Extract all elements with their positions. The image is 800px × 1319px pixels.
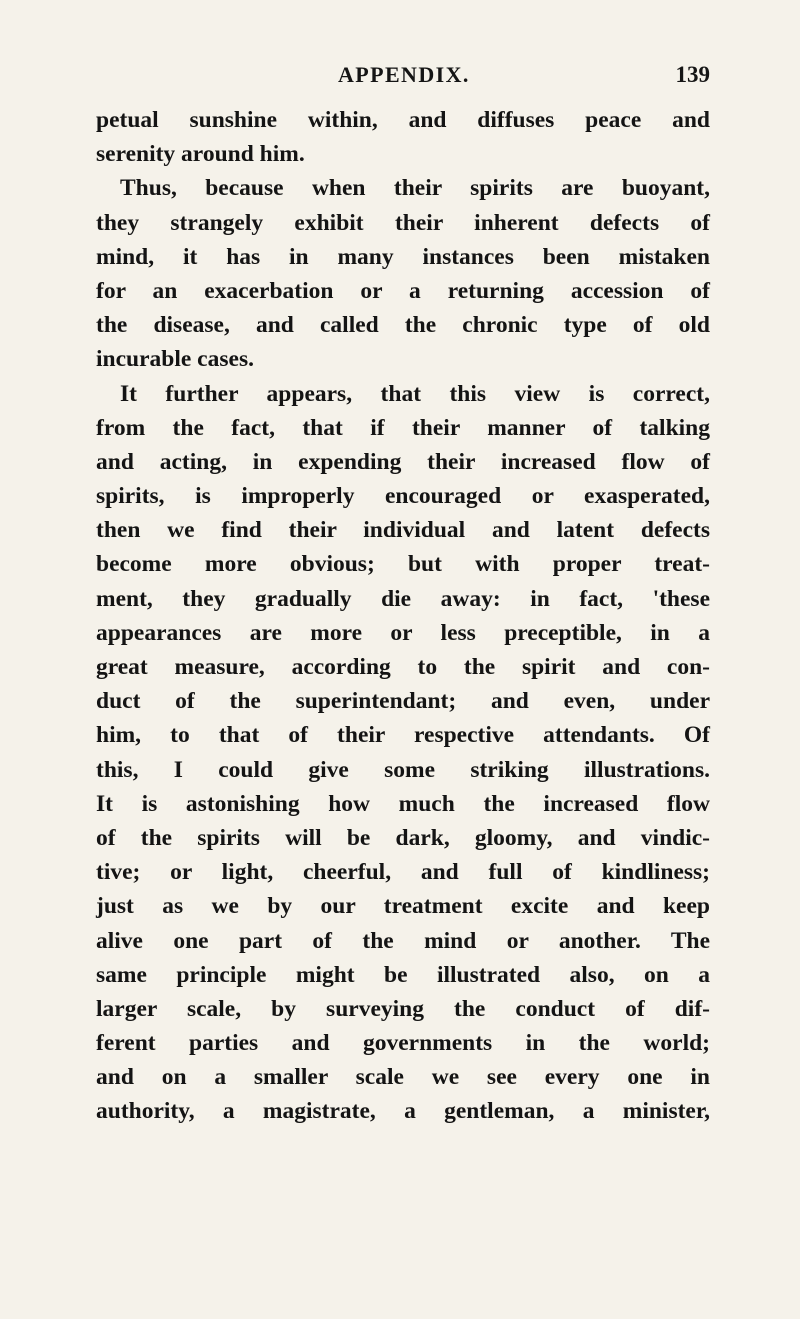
text-line: serenity around him. (96, 141, 305, 168)
text-line: It is astonishing how much the increased flow (96, 790, 710, 817)
text-line: same principle might be illustrated also, on a (96, 961, 710, 988)
text-line: It further appears, that this view is correct, (120, 380, 710, 407)
text-line: and acting, in expending their increased flow of (96, 448, 710, 475)
text-line: of the spirits will be dark, gloomy, and vindic- (96, 824, 710, 851)
body-text (96, 103, 710, 1129)
text-line: Thus, because when their spirits are buoyant, (120, 175, 710, 202)
text-line: him, to that of their respective attendants. Of (96, 722, 710, 749)
running-header-title: APPENDIX. (338, 62, 470, 87)
text-line: they strangely exhibit their inherent defects of (96, 209, 710, 236)
text-line: tive; or light, cheerful, and full of kindliness; (96, 859, 710, 886)
text-line: then we find their individual and latent defects (96, 517, 710, 544)
text-line: authority, a magistrate, a gentleman, a minister, (96, 1098, 710, 1125)
page-number: 139 (675, 62, 710, 87)
text-line: ment, they gradually die away: in fact, 'these (96, 585, 710, 612)
text-line: just as we by our treatment excite and keep (96, 893, 710, 920)
text-line: appearances are more or less preceptible, in a (96, 619, 710, 646)
text-line: from the fact, that if their manner of talking (96, 414, 710, 441)
text-line: for an exacerbation or a returning accession of (96, 277, 710, 304)
text-line: spirits, is improperly encouraged or exasperated, (96, 483, 710, 510)
running-header (96, 62, 710, 92)
text-line: this, I could give some striking illustrations. (96, 756, 710, 783)
text-line: great measure, according to the spirit and con- (96, 654, 710, 680)
text-line: the disease, and called the chronic type of old (96, 312, 710, 339)
text-line: alive one part of the mind or another. The (96, 927, 710, 954)
text-line: become more obvious; but with proper treat- (96, 551, 710, 578)
text-line: petual sunshine within, and diffuses peace and (96, 107, 710, 133)
text-line: mind, it has in many instances been mistaken (96, 243, 710, 270)
text-line: larger scale, by surveying the conduct of dif- (96, 995, 710, 1022)
text-line: duct of the superintendant; and even, under (96, 688, 710, 715)
text-line: and on a smaller scale we see every one in (96, 1064, 710, 1091)
text-line: incurable cases. (96, 346, 254, 373)
text-line: ferent parties and governments in the world; (96, 1030, 710, 1057)
